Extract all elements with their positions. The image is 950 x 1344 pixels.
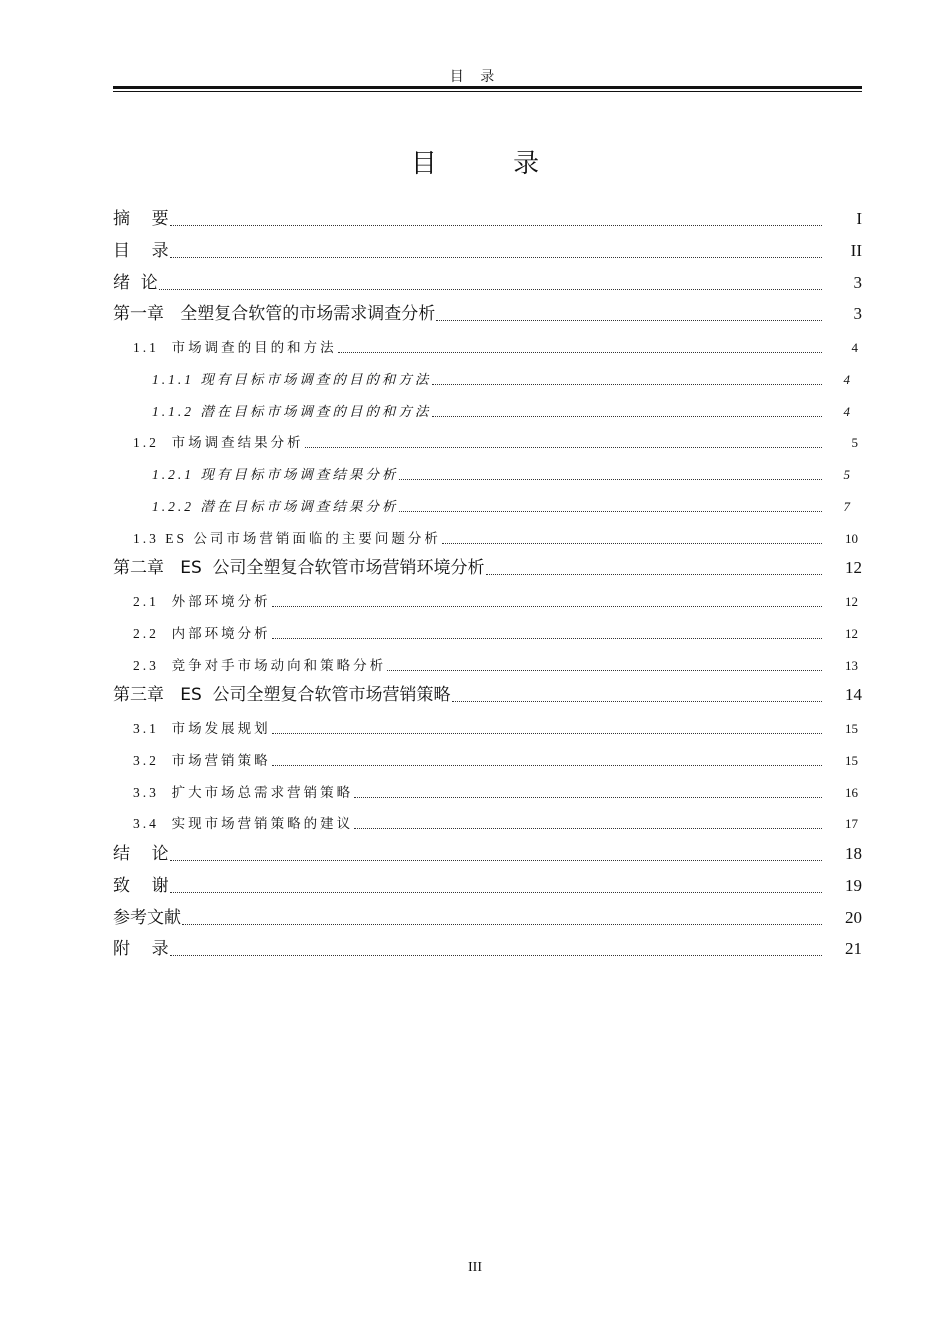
- toc-entry-label: 2.1 外部环境分析: [133, 590, 272, 610]
- toc-entry[interactable]: [113, 209, 862, 231]
- toc-entry[interactable]: [113, 622, 862, 644]
- toc-entry-label: 1.1 市场调查的目的和方法: [133, 336, 338, 356]
- toc-entry[interactable]: [113, 368, 862, 390]
- toc-entry[interactable]: [113, 304, 862, 326]
- toc-leader-dots: [272, 606, 822, 607]
- toc-entry-page: 12: [845, 594, 858, 609]
- toc-entry-label: 1.1.1 现有目标市场调查的目的和方法: [152, 368, 432, 388]
- toc-leader-dots: [182, 924, 822, 925]
- toc-leader-dots: [272, 638, 822, 639]
- toc-leader-dots: [170, 257, 822, 258]
- toc-leader-dots: [159, 289, 822, 290]
- toc-entry-label: 2.3 竞争对手市场动向和策略分析: [133, 654, 387, 674]
- toc-entry-label: 参考文献: [113, 903, 182, 928]
- toc-leader-dots: [432, 384, 822, 385]
- toc-entry-label: 3.3 扩大市场总需求营销策略: [133, 781, 354, 801]
- toc-entry[interactable]: [113, 685, 862, 707]
- toc-entry-page: 15: [845, 721, 858, 736]
- toc-leader-dots: [486, 574, 822, 575]
- toc-entry-label: 致 谢: [113, 871, 170, 896]
- toc-entry-page: 4: [851, 340, 858, 355]
- toc-entry-label: 3.4 实现市场营销策略的建议: [133, 812, 354, 832]
- toc-entry-label: 2.2 内部环境分析: [133, 622, 272, 642]
- toc-entry[interactable]: [113, 558, 862, 580]
- toc-entry-page: 3: [853, 304, 862, 324]
- toc-leader-dots: [436, 320, 822, 321]
- toc-entry-page: 5: [843, 467, 850, 482]
- toc-entry-label: 3.1 市场发展规划: [133, 717, 272, 737]
- toc-entry[interactable]: [113, 654, 862, 676]
- toc-entry-label: 摘 要: [113, 204, 170, 229]
- toc-entry[interactable]: [113, 400, 862, 422]
- toc-entry-label: 第三章 ES 公司全塑复合软管市场营销策略: [113, 680, 452, 705]
- toc-entry[interactable]: [113, 781, 862, 803]
- toc-entry-label: 附 录: [113, 934, 170, 959]
- page-number: III: [468, 1260, 482, 1275]
- toc-entry-page: 18: [845, 844, 862, 863]
- toc-entry-page: 15: [845, 752, 858, 768]
- toc-entry[interactable]: [113, 241, 862, 263]
- toc-entry-label: 1.2.2 潜在目标市场调查结果分析: [152, 495, 399, 515]
- header-rule-thin: [113, 91, 862, 92]
- toc-entry[interactable]: [113, 908, 862, 930]
- toc-leader-dots: [305, 447, 822, 448]
- toc-leader-dots: [452, 701, 822, 702]
- toc-leader-dots: [432, 416, 822, 417]
- toc-entry[interactable]: [113, 844, 862, 866]
- toc-entry[interactable]: [113, 495, 862, 517]
- toc-leader-dots: [399, 479, 822, 480]
- toc-entry-page: 21: [845, 939, 862, 959]
- toc-entry-label: 绪 论: [113, 268, 159, 293]
- toc-leader-dots: [354, 828, 822, 829]
- toc-entry-label: 结 论: [113, 839, 170, 864]
- toc-entry-label: 3.2 市场营销策略: [133, 749, 272, 769]
- toc-leader-dots: [170, 955, 822, 956]
- toc-entry-page: I: [856, 209, 862, 228]
- toc-entry-page: 14: [845, 685, 862, 705]
- header-title: 目 录: [449, 69, 501, 85]
- toc-entry[interactable]: [113, 273, 862, 295]
- toc-leader-dots: [399, 511, 822, 512]
- toc-entry-page: II: [850, 240, 862, 260]
- toc-leader-dots: [442, 543, 822, 544]
- toc-entry-page: 12: [845, 625, 858, 641]
- toc-entry-page: 4: [843, 403, 850, 419]
- toc-entry[interactable]: [113, 939, 862, 961]
- toc-entry-label: 1.2.1 现有目标市场调查结果分析: [152, 463, 399, 483]
- toc-leader-dots: [272, 733, 822, 734]
- toc-entry[interactable]: [113, 463, 862, 485]
- toc-entry[interactable]: [113, 431, 862, 453]
- toc-entry-page: 12: [845, 558, 862, 578]
- toc-leader-dots: [170, 860, 822, 861]
- toc-entry[interactable]: [113, 590, 862, 612]
- toc-entry-page: 17: [845, 816, 858, 832]
- toc-entry-label: 1.2 市场调查结果分析: [133, 431, 305, 451]
- toc-entry-page: 5: [851, 435, 858, 451]
- toc-entry-page: 13: [845, 657, 858, 673]
- toc-entry-page: 4: [843, 371, 850, 387]
- toc-leader-dots: [170, 892, 822, 893]
- toc-leader-dots: [170, 225, 822, 226]
- toc-entry[interactable]: [113, 749, 862, 771]
- toc-entry-label: 第一章 全塑复合软管的市场需求调查分析: [113, 299, 436, 324]
- toc-leader-dots: [338, 352, 822, 353]
- toc-entry-label: 第二章 ES 公司全塑复合软管市场营销环境分析: [113, 553, 486, 578]
- toc-title: 目 录: [410, 149, 574, 179]
- toc-leader-dots: [387, 670, 822, 671]
- toc-leader-dots: [354, 797, 822, 798]
- toc-entry-page: 7: [843, 498, 850, 514]
- header-rule-thick: [113, 86, 862, 89]
- toc-entry-page: 19: [845, 875, 862, 895]
- toc-entry-page: 16: [845, 784, 858, 800]
- toc-entry-label: 1.3 ES 公司市场营销面临的主要问题分析: [133, 527, 442, 547]
- toc-entry-page: 20: [845, 907, 862, 927]
- toc-entry-page: 3: [853, 272, 862, 292]
- toc-leader-dots: [272, 765, 822, 766]
- toc-entry[interactable]: [113, 717, 862, 739]
- toc-entry[interactable]: [113, 812, 862, 834]
- toc-entry-page: 10: [845, 530, 858, 546]
- toc-entry[interactable]: [113, 336, 862, 358]
- toc-entry-label: 目 录: [113, 236, 170, 261]
- toc-entry[interactable]: [113, 527, 862, 549]
- toc-entry-label: 1.1.2 潜在目标市场调查的目的和方法: [152, 400, 432, 420]
- toc-entry[interactable]: [113, 876, 862, 898]
